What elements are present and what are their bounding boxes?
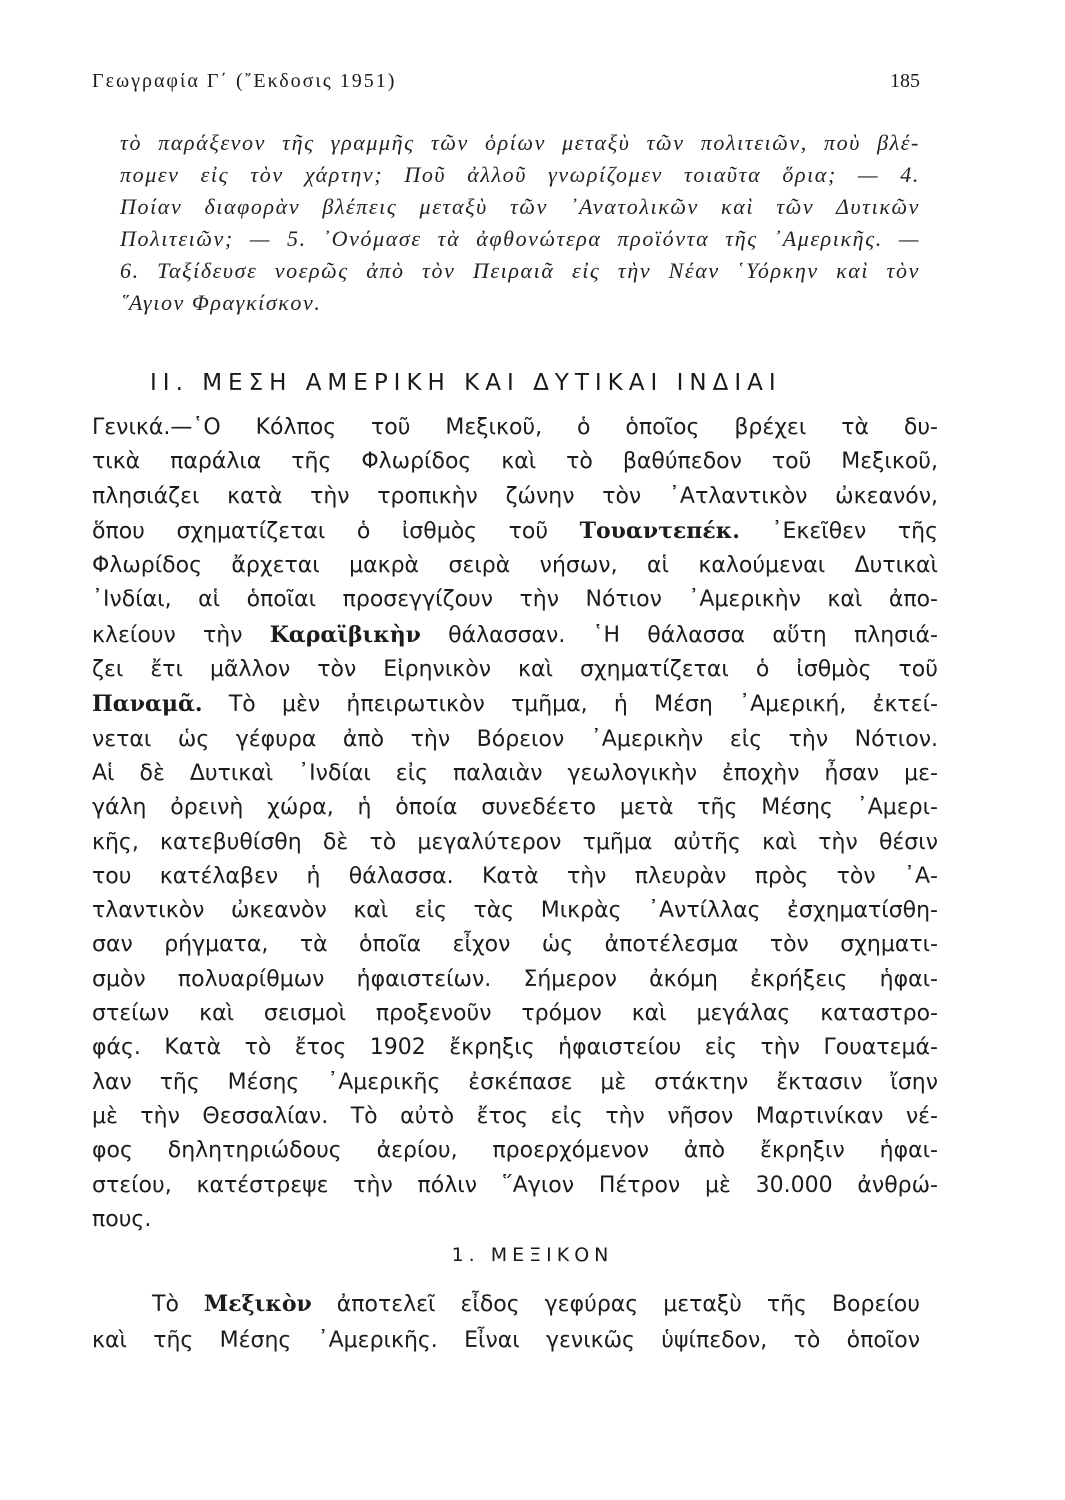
exercise-line: πομεν εἰς τὸν χάρτην; Ποῦ ἀλλοῦ γνωρίζομεν τοιαῦτα ὅρια; — 4. <box>120 162 920 187</box>
paragraph-line: Αἱ δὲ Δυτικαὶ ᾿Ινδίαι εἰς παλαιὰν γεωλογικὴν ἐποχὴν ἦσαν με- <box>92 760 938 786</box>
paragraph-text: Τὸ μὲν ἠπειρωτικὸν τμῆμα, ἡ Μέση ᾿Αμερική, ἐκτεί- <box>202 692 938 718</box>
exercise-line: τὸ παράξενον τῆς γραμμῆς τῶν ὁρίων μεταξὺ τῶν πολιτειῶν, ποὺ βλέ- <box>120 130 920 155</box>
paragraph-line: λαν τῆς Μέσης ᾿Αμερικῆς ἐσκέπασε μὲ στάκτην ἔκτασιν ἴσην <box>92 1069 938 1095</box>
paragraph-line: ζει ἔτι μᾶλλον τὸν Εἰρηνικὸν καὶ σχηματίζεται ὁ ἰσθμὸς τοῦ <box>92 657 938 683</box>
paragraph-line: πλησιάζει κατὰ τὴν τροπικὴν ζώνην τὸν ᾿Ατλαντικὸν ὠκεανόν, <box>92 483 938 509</box>
exercise-line: Ποίαν διαφορὰν βλέπεις μεταξὺ τῶν ᾿Ανατολικῶν καὶ τῶν Δυτικῶν <box>120 194 920 219</box>
exercise-questions <box>120 127 920 319</box>
paragraph-line: μὲ τὴν Θεσσαλίαν. Τὸ αὐτὸ ἔτος εἰς τὴν νῆσον Μαρτινίκαν νέ- <box>92 1103 938 1129</box>
section-heading: ΙΙ. ΜΕΣΗ ΑΜΕΡΙΚΗ ΚΑΙ ΔΥΤΙΚΑΙ ΙΝΔΙΑΙ <box>150 370 782 396</box>
term-tehuantepec: Τουαντεπέκ. <box>579 517 740 544</box>
paragraph-line: στείων καὶ σεισμοὶ προξενοῦν τρόμον καὶ μεγάλας καταστρο- <box>92 1001 938 1027</box>
paragraph-line <box>92 411 938 445</box>
paragraph-line: νεται ὡς γέφυρα ἀπὸ τὴν Βόρειον ᾿Αμερικὴν εἰς τὴν Νότιον. <box>92 726 938 752</box>
paragraph-line: καὶ τῆς Μέσης ᾿Αμερικῆς. Εἶναι γενικῶς ὑψίπεδον, τὸ ὁποῖον <box>92 1328 920 1353</box>
paragraph-text: κλείουν τὴν <box>92 622 270 648</box>
paragraph-text: ἀποτελεῖ εἶδος γεφύρας μεταξὺ τῆς Βορείου <box>311 1292 920 1317</box>
paragraph-line: κῆς, κατεβυθίσθη δὲ τὸ μεγαλύτερον τμῆμα αὐτῆς καὶ τὴν θέσιν <box>92 829 938 855</box>
section-body <box>92 411 938 1237</box>
paragraph-line: πους. <box>92 1206 152 1232</box>
paragraph-line: στείου, κατέστρεψε τὴν πόλιν ῞Αγιον Πέτρον μὲ 30.000 ἀνθρώ- <box>92 1172 938 1198</box>
paragraph-line: φος δηλητηριώδους ἀερίου, προερχόμενον ἀπὸ ἔκρηξιν ἡφαι- <box>92 1138 938 1164</box>
subsection-heading: 1. ΜΕΞΙΚΟΝ <box>451 1244 614 1266</box>
exercise-line: Πολιτειῶν; — 5. ᾿Ονόμασε τὰ ἀφθονώτερα προϊόντα τῆς ᾿Αμερικῆς. — <box>120 226 920 251</box>
paragraph-line: ᾿Ινδίαι, αἱ ὁποῖαι προσεγγίζουν τὴν Νότιον ᾿Αμερικὴν καὶ ἀπο- <box>92 587 938 613</box>
paragraph-line: τλαντικὸν ὠκεανὸν καὶ εἰς τὰς Μικρὰς ᾿Αντίλλας ἐσχηματίσθη- <box>92 898 938 924</box>
paragraph-text: θάλασσαν. ῾Η θάλασσα αὕτη πλησιά- <box>420 622 938 648</box>
exercise-line: ῞Αγιον Φραγκίσκον. <box>120 290 322 315</box>
subsection-body <box>92 1286 920 1359</box>
paragraph-text: Τὸ <box>152 1292 204 1317</box>
term-caribbean: Καραϊβικὴν <box>269 621 421 648</box>
paragraph-line: γάλη ὀρεινὴ χώρα, ἡ ὁποία συνεδέετο μετὰ τῆς Μέσης ᾿Αμερι- <box>92 795 938 821</box>
paragraph-line: σαν ρήγματα, τὰ ὁποῖα εἶχον ὡς ἀποτέλεσμα τὸν σχηματι- <box>92 932 938 958</box>
paragraph-text: ὅπου σχηματίζεται ὁ ἰσθμὸς τοῦ <box>92 518 580 544</box>
running-header <box>92 70 920 100</box>
term-panama: Παναμᾶ. <box>92 691 203 718</box>
paragraph-line: τικὰ παράλια τῆς Φλωρίδος καὶ τὸ βαθύπεδον τοῦ Μεξικοῦ, <box>92 449 938 475</box>
page-number: 185 <box>890 70 920 92</box>
paragraph-line: φάς. Κατὰ τὸ ἔτος 1902 ἔκρηξις ἡφαιστείου εἰς τὴν Γουατεμά- <box>92 1035 938 1061</box>
running-header-title: Γεωγραφία Γ΄ (῎Εκδοσις 1951) <box>92 70 397 92</box>
paragraph-line: Φλωρίδος ἄρχεται μακρὰ σειρὰ νήσων, αἱ καλούμεναι Δυτικαὶ <box>92 553 938 579</box>
paragraph-line <box>92 618 938 653</box>
paragraph-line: σμὸν πολυαρίθμων ἡφαιστείων. Σήμερον ἀκόμη ἐκρήξεις ἡφαι- <box>92 966 938 992</box>
paragraph-line: του κατέλαβεν ἡ θάλασσα. Κατὰ τὴν πλευρὰν πρὸς τὸν ᾿Α- <box>92 863 938 889</box>
paragraph-lead: Γενικά. <box>92 415 171 440</box>
paragraph-line <box>92 1286 920 1323</box>
paragraph-text: —῾Ο Κόλπος τοῦ Μεξικοῦ, ὁ ὁποῖος βρέχει τὰ δυ- <box>170 415 938 440</box>
paragraph-line <box>92 514 938 549</box>
paragraph-text: ᾿Εκεῖθεν τῆς <box>739 518 938 544</box>
paragraph-line <box>92 687 938 722</box>
term-mexico: Μεξικὸν <box>203 1291 312 1317</box>
exercise-line: 6. Ταξίδευσε νοερῶς ἀπὸ τὸν Πειραιᾶ εἰς τὴν Νέαν ῾Υόρκην καὶ τὸν <box>120 258 920 283</box>
